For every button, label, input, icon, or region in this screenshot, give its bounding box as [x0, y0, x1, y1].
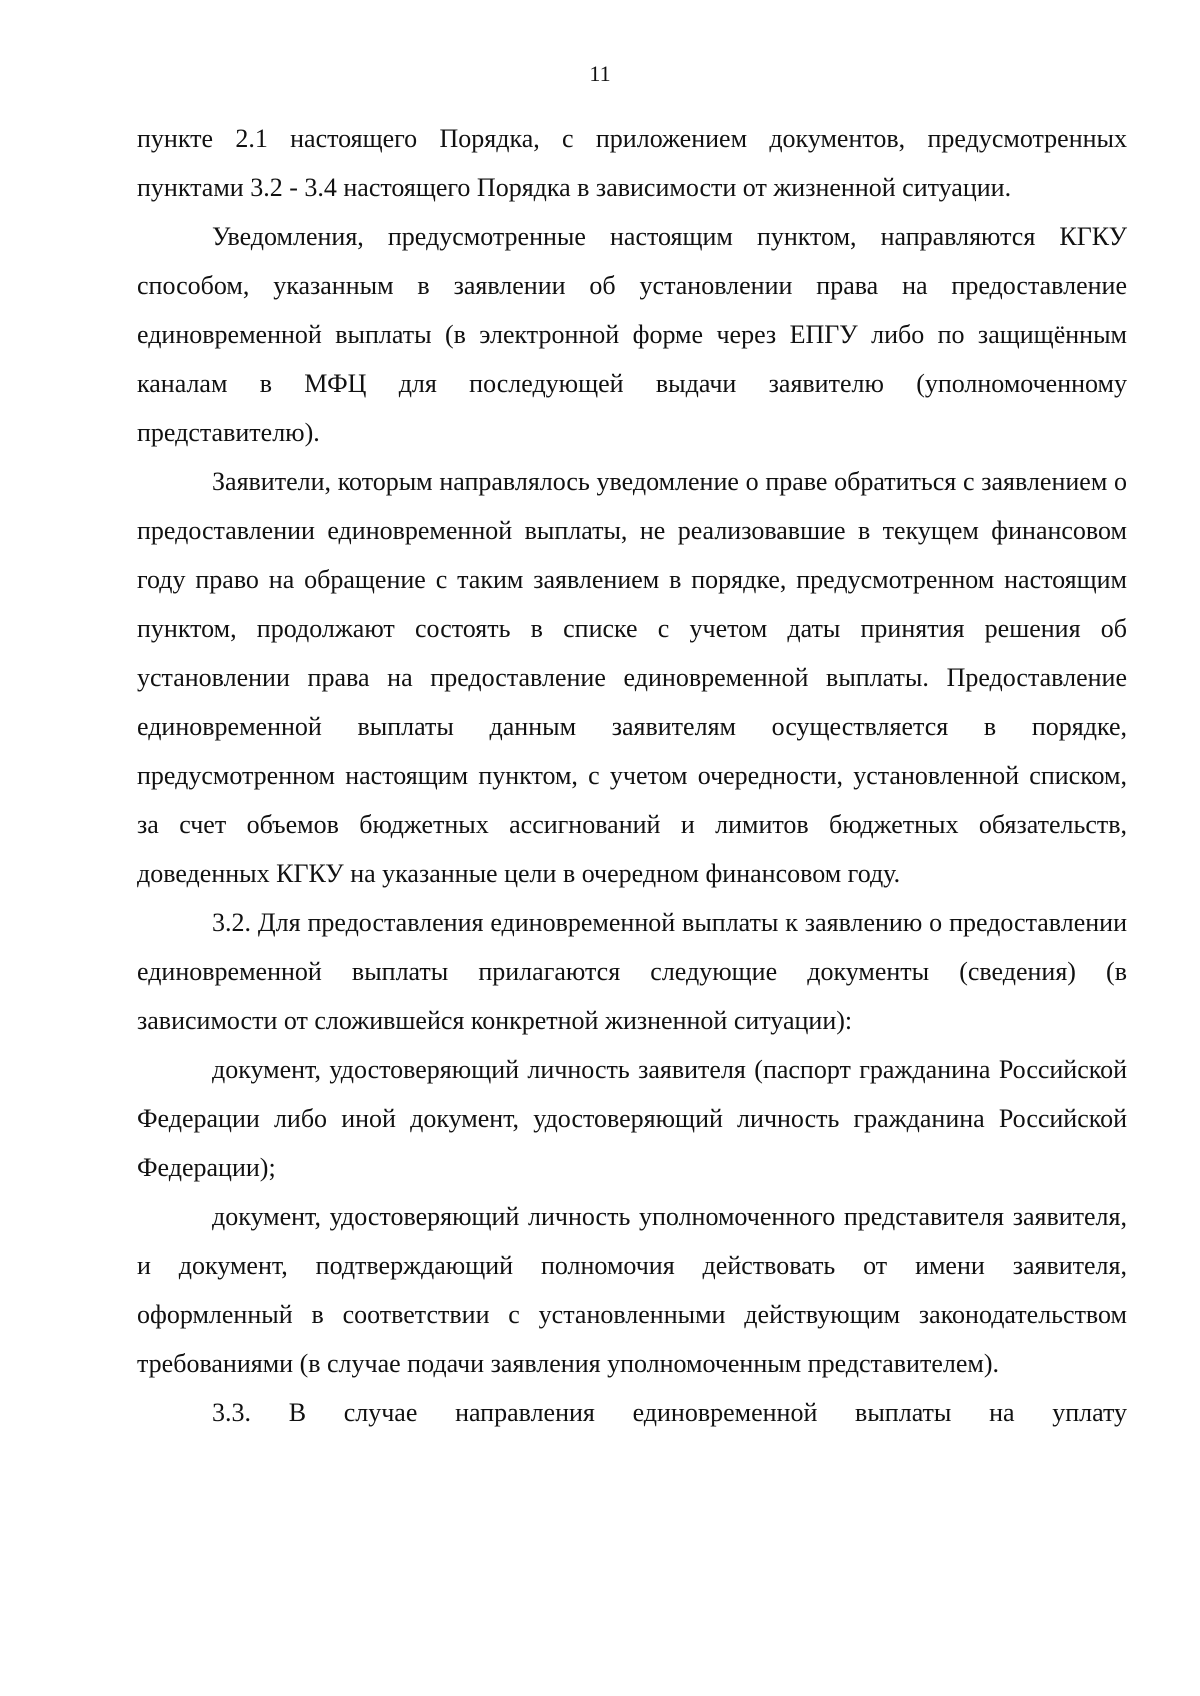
paragraph-continuation: пункте 2.1 настоящего Порядка, с приложением документов, предусмотренных пунктами 3.2 - 3.4 настоящего Порядка в зависимости от жизненной ситуации.	[137, 124, 1127, 202]
paragraph-notifications: Уведомления, предусмотренные настоящим пунктом, направляются КГКУ способом, указанным в заявлении об установлении права на предоставление единовременной выплаты (в электронной форме через ЕПГУ либо по защищённым каналам в МФЦ для последующей выдачи заявителю (уполномоченному представителю).	[137, 222, 1127, 447]
document-body	[137, 114, 1127, 1437]
paragraph-representative-document: документ, удостоверяющий личность уполномоченного представителя заявителя, и документ, подтверждающий полномочия действовать от имени заявителя, оформленный в соответствии с установленными действующим законодательством требованиями (в случае подачи заявления уполномоченным представителем).	[137, 1202, 1127, 1378]
paragraph-3-2: 3.2. Для предоставления единовременной выплаты к заявлению о предоставлении единовременной выплаты прилагаются следующие документы (сведения) (в зависимости от сложившейся конкретной жизненной ситуации):	[137, 908, 1127, 1035]
paragraph-applicants: Заявители, которым направлялось уведомление о праве обратиться с заявлением о предоставлении единовременной выплаты, не реализовавшие в текущем финансовом году право на обращение с таким заявлением в порядке, предусмотренном настоящим пунктом, продолжают состоять в списке с учетом даты принятия решения об установлении права на предоставление единовременной выплаты. Предоставление единовременной выплаты данным заявителям осуществляется в порядке, предусмотренном настоящим пунктом, с учетом очередности, установленной списком, за счет объемов бюджетных ассигнований и лимитов бюджетных обязательств, доведенных КГКУ на указанные цели в очередном финансовом году.	[137, 467, 1127, 888]
paragraph-3-3: 3.3. В случае направления единовременной выплаты на уплату	[212, 1398, 1127, 1427]
paragraph-identity-document: документ, удостоверяющий личность заявителя (паспорт гражданина Российской Федерации либо иной документ, удостоверяющий личность гражданина Российской Федерации);	[137, 1055, 1127, 1182]
page-number: 11	[589, 61, 611, 86]
